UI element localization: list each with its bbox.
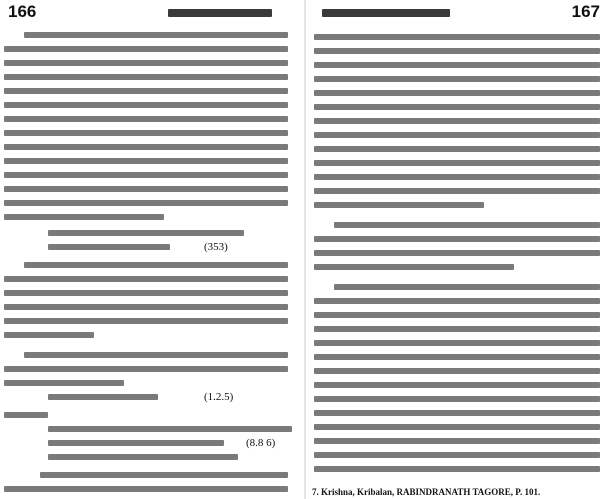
right-running-title bbox=[322, 9, 450, 17]
text-line bbox=[314, 34, 600, 40]
text-line bbox=[314, 174, 600, 180]
left-page bbox=[0, 0, 300, 499]
left-page-number: 166 bbox=[8, 2, 37, 21]
text-line bbox=[4, 332, 94, 338]
text-line bbox=[314, 146, 600, 152]
text-line bbox=[24, 262, 288, 268]
text-line bbox=[4, 290, 288, 296]
text-line bbox=[314, 438, 600, 444]
text-line bbox=[4, 186, 288, 192]
text-line bbox=[4, 304, 288, 310]
text-line bbox=[314, 90, 600, 96]
text-line bbox=[314, 410, 600, 416]
text-line bbox=[314, 104, 600, 110]
text-line bbox=[314, 48, 600, 54]
text-line bbox=[314, 188, 600, 194]
verse-reference: (1.2.5) bbox=[204, 391, 234, 403]
text-line bbox=[4, 214, 164, 220]
verse-line bbox=[48, 454, 238, 460]
text-line bbox=[314, 424, 600, 430]
text-line bbox=[40, 472, 288, 478]
text-line bbox=[314, 236, 600, 242]
text-line bbox=[314, 118, 600, 124]
text-line bbox=[4, 88, 288, 94]
text-line bbox=[314, 264, 514, 270]
text-line bbox=[4, 366, 288, 372]
text-line bbox=[4, 412, 48, 418]
text-line bbox=[314, 132, 600, 138]
verse-line bbox=[48, 230, 244, 236]
verse-reference: (353) bbox=[204, 241, 228, 253]
text-line bbox=[314, 160, 600, 166]
text-line bbox=[4, 144, 288, 150]
text-line bbox=[4, 102, 288, 108]
verse-line bbox=[48, 426, 292, 432]
text-line bbox=[314, 340, 600, 346]
text-line bbox=[4, 172, 288, 178]
gutter bbox=[304, 0, 306, 499]
text-line bbox=[314, 76, 600, 82]
text-line bbox=[314, 62, 600, 68]
left-page-header bbox=[0, 2, 300, 22]
text-line bbox=[314, 452, 600, 458]
text-line bbox=[4, 130, 288, 136]
text-line bbox=[4, 486, 288, 492]
text-line bbox=[4, 60, 288, 66]
verse-line bbox=[48, 440, 224, 446]
footnote: 7. Krishna, Kribalan, RABINDRANATH TAGORE, P. 101. bbox=[312, 487, 541, 497]
verse-line bbox=[48, 394, 158, 400]
right-page bbox=[310, 0, 610, 499]
verse-reference: (8.8 6) bbox=[246, 437, 276, 449]
text-line bbox=[314, 326, 600, 332]
text-line bbox=[314, 202, 484, 208]
text-line bbox=[4, 116, 288, 122]
text-line bbox=[24, 352, 288, 358]
text-line bbox=[314, 368, 600, 374]
text-line bbox=[4, 74, 288, 80]
text-line bbox=[4, 200, 288, 206]
text-line bbox=[4, 46, 288, 52]
text-line bbox=[314, 298, 600, 304]
left-running-title bbox=[168, 9, 272, 17]
text-line bbox=[4, 158, 288, 164]
text-line bbox=[314, 382, 600, 388]
right-page-header bbox=[310, 2, 610, 22]
text-line bbox=[314, 354, 600, 360]
text-line bbox=[314, 396, 600, 402]
text-line bbox=[314, 312, 600, 318]
right-page-number: 167 bbox=[571, 2, 600, 21]
text-line bbox=[4, 380, 124, 386]
text-line bbox=[4, 276, 288, 282]
text-line bbox=[334, 284, 600, 290]
text-line bbox=[314, 250, 600, 256]
text-line bbox=[4, 318, 288, 324]
text-line bbox=[314, 466, 600, 472]
text-line bbox=[24, 32, 288, 38]
verse-line bbox=[48, 244, 170, 250]
text-line bbox=[334, 222, 600, 228]
